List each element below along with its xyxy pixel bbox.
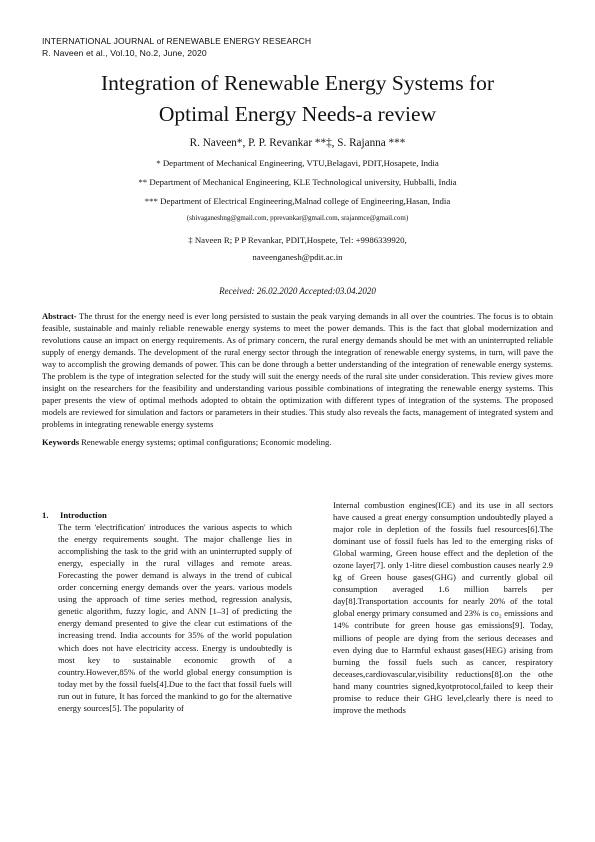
section-title: Introduction xyxy=(60,510,107,520)
keywords xyxy=(42,436,553,448)
column-right xyxy=(333,499,553,716)
keywords-label: Keywords xyxy=(42,437,80,447)
author-list: R. Naveen*, P. P. Revankar **‡, S. Rajanna *** xyxy=(189,137,406,149)
paper-title-line-2: Optimal Energy Needs-a review xyxy=(158,102,437,126)
intro-paragraph-1: The term 'electrification' introduces the various aspects to which the energy requirements sought. The major challenge lies in accomplishing the task to the grid with an uninterrupted supply of energy, especially in the rural villages and remote areas. Forecasting the power demand is always in the trend of cubical order concerning energy demands over the years. various models using the approach of time series method, regression analysis, genetic algorithm, fuzzy logic, and ANN [1–3] of predicting the energy demand presented to give the clear cut estimations of the increasing trend. India accounts for 35% of the world population which does not have electricity access. Energy is undoubtedly is most key to sustainable economic growth of a country.However,85% of the world global energy consumption is today met by the fossil fuels[4].Due to the fact that fossil fuels will run out in future, It has forced the mankind to go for the alternative energy sources[5]. The popularity of xyxy=(58,522,292,713)
affiliation-3: *** Department of Electrical Engineering,Malnad college of Engineering,Hasan, India xyxy=(144,196,451,206)
affiliation-2: ** Department of Mechanical Engineering, KLE Technological university, Hubballi, India xyxy=(138,177,457,187)
journal-header xyxy=(42,35,311,59)
column-left xyxy=(42,509,292,714)
keywords-text: Renewable energy systems; optimal configurations; Economic modeling. xyxy=(79,437,332,447)
intro-paragraph-2: Internal combustion engines(ICE) and its use in all sectors have caused a great energy consumption undoubtedly played a major role in depletion of the fossils fuel resources[6].The dominant use of fossil fuels has led to the emerging risks of Global warming, Green house effect and the depletion of the ozone layer[7]. only 1-litre diesel combustion causes nearly 2.9 kg of Green house gases(GHG) and currently global oil consumption averaged 1.6 million barrels per day[8].Transportation accounts for nearly 20% of the total global energy primary consumed and 23% is co₂ emissions and 14% contribute for green house gas emissions[9]. Today, millions of people are dying from the serious deceases and even dying due to Harmful exhaust gases(HEG) arising from burning the fossil fuels such as cancer, respiratory deceases,cardiovascular,visibility reductions[8].on the othe hand many countries signed,kyotprotocol,failed to keep their promise to reduce their GHG level,clearly there is need to improve the methods xyxy=(333,500,553,715)
journal-citation: R. Naveen et al., Vol.10, No.2, June, 2020 xyxy=(42,48,207,58)
corresponding-email: naveenganesh@pdit.ac.in xyxy=(252,252,343,262)
received-dates: Received: 26.02.2020 Accepted:03.04.2020 xyxy=(219,286,376,296)
abstract-text: The thrust for the energy need is ever long persisted to sustain the peak varying demands in all over the countries. The focus is to obtain feasible, sustainable and mainly reliable renewable energy systems to meet the power demands. This is the fact that global modernization and revolutions cause an impact on energy requirements. As of primary concern, the rural energy demands should be met with an uninterrupted reliable supply of energy demands. The development of the rural energy sector through the integration of renewable energy systems, in turn, will pave the way to accomplish the growing demands of power. This can be done through a better understanding of the integration of renewable energy systems. The problem is the type of integration selected for the study will suit the energy needs of the rural site under consideration. This review gives more insight on the researchers for the feasibility and understanding various possible combinations of integrating the renewable energy systems. This paper presents the view of optimal methods adopted to obtain the optimization with different types of integration of the systems. The proposed models are reviewed for simulation and factors or parameters in their studies. This study also reveals the facts, management of integrated system and problems in integrating renewable energy systems xyxy=(42,311,553,430)
abstract-label: Abstract- xyxy=(42,311,77,321)
paper-title-line-1: Integration of Renewable Energy Systems for xyxy=(100,71,495,95)
journal-name: INTERNATIONAL JOURNAL of RENEWABLE ENERGY RESEARCH xyxy=(42,36,312,46)
corresponding-author: ‡ Naveen R; P P Revankar, PDIT,Hospete, Tel: +9986339920, xyxy=(188,235,407,245)
paper-title xyxy=(40,68,555,130)
section-heading xyxy=(42,509,292,521)
abstract xyxy=(42,310,553,430)
section-number: 1. xyxy=(42,510,49,520)
author-emails: (shivaganeshng@gmail.com, pprevankar@gmail.com, srajanmce@gmail.com) xyxy=(186,214,409,222)
affiliation-1: * Department of Mechanical Engineering, VTU,Belagavi, PDIT,Hosapete, India xyxy=(156,158,439,168)
